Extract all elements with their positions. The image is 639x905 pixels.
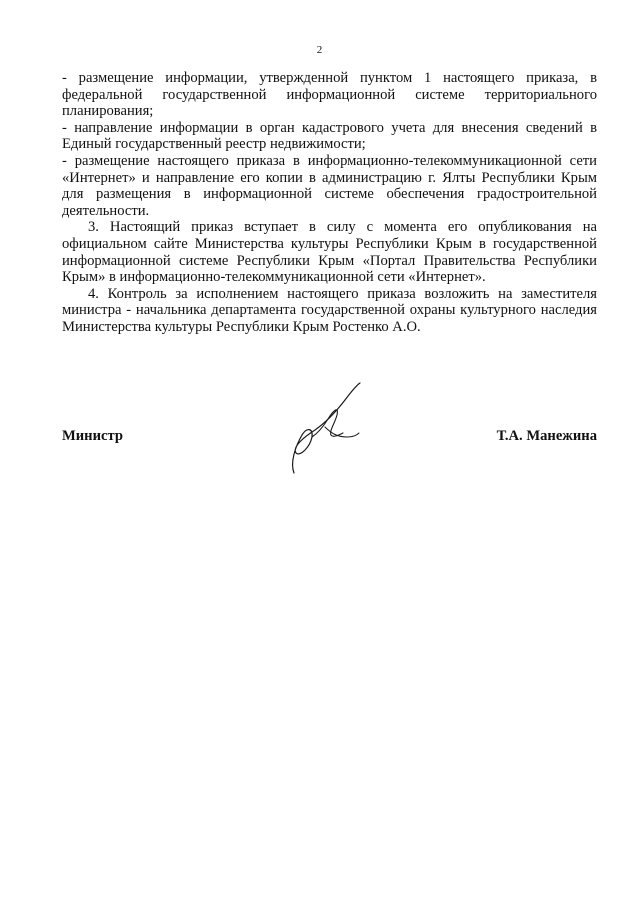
page-number: 2 [316, 44, 323, 56]
paragraph-item-4: 4. Контроль за исполнением настоящего приказа возложить на заместителя министра - начальника департамента государственной охраны культурного наследия Министерства культуры Республики Крым Ростенко А.О. [62, 285, 597, 335]
signature-block [62, 428, 597, 452]
signatory-title: Министр [62, 428, 123, 444]
handwritten-signature [285, 375, 365, 475]
document-body [62, 70, 597, 336]
paragraph-bullet-3: - размещение настоящего приказа в информационно-телекоммуникационной сети «Интернет» и направление его копии в администрацию г. Ялты Республики Крым для размещения в информационной системе обеспечения градостроительной деятельности. [62, 152, 597, 219]
paragraph-bullet-1: - размещение информации, утвержденной пунктом 1 настоящего приказа, в федеральной государственной информационной системе территориального планирования; [62, 70, 597, 120]
paragraph-bullet-2: - направление информации в орган кадастрового учета для внесения сведений в Единый государственный реестр недвижимости; [62, 119, 597, 153]
signatory-name: Т.А. Манежина [496, 428, 597, 444]
paragraph-item-3: 3. Настоящий приказ вступает в силу с момента его опубликования на официальном сайте Министерства культуры Республики Крым в государственной информационной системе Республики Крым «Портал Правительства Республики Крым» в информационно-телекоммуникационной сети «Интернет». [62, 219, 597, 286]
